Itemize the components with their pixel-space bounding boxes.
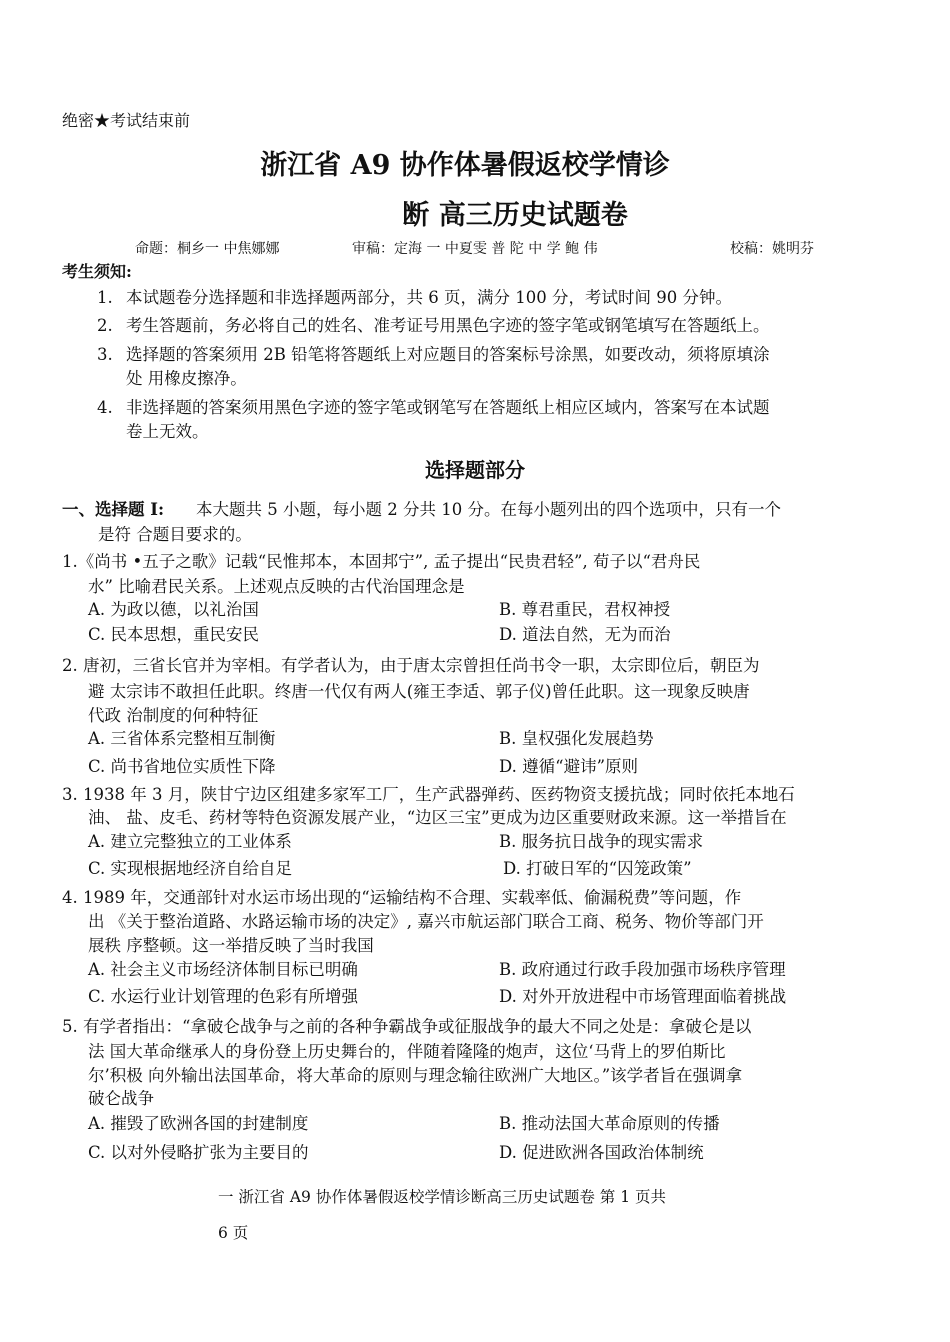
option-d[interactable]: D. 促进欧洲各国政治体制统 bbox=[499, 1143, 704, 1162]
option-c[interactable]: C. 实现根据地经济自给自足 bbox=[88, 859, 293, 878]
part-description-cont: 是符 合题目要求的。 bbox=[98, 525, 252, 544]
question-stem: 法 国大革命继承人的身份登上历史舞台的，伴随着隆隆的炮声，这位‘马背上的罗伯斯比 bbox=[88, 1042, 726, 1061]
notice-item-text: 考生答题前，务必将自己的姓名、准考证号用黑色字迹的签字笔或钢笔填写在答题纸上。 bbox=[126, 316, 770, 335]
option-d[interactable]: D. 对外开放进程中市场管理面临着挑战 bbox=[499, 987, 787, 1006]
option-c[interactable]: C. 水运行业计划管理的色彩有所增强 bbox=[88, 987, 359, 1006]
notice-item-text: 非选择题的答案须用黑色字迹的签字笔或钢笔写在答题纸上相应区域内，答案写在本试题 bbox=[126, 398, 770, 417]
option-a[interactable]: A. 三省体系完整相互制衡 bbox=[88, 729, 276, 748]
page-title-line2: 断 高三历史试题卷 bbox=[402, 200, 628, 231]
notice-item-text: 处 用橡皮擦净。 bbox=[126, 369, 247, 388]
notice-item-number: 2. bbox=[97, 316, 113, 335]
option-a[interactable]: A. 社会主义市场经济体制目标已明确 bbox=[88, 960, 358, 979]
option-a[interactable]: A. 摧毁了欧洲各国的封建制度 bbox=[88, 1114, 309, 1133]
question-stem: 油、 盐、皮毛、药材等特色资源发展产业，“边区三宝”更成为边区重要财政来源。这一举措旨在 bbox=[88, 808, 787, 827]
question-stem: 2. 唐初，三省长官并为宰相。有学者认为，由于唐太宗曾担任尚书令一职，太宗即位后，朝臣为 bbox=[62, 656, 760, 675]
question-stem: 水” 比喻君民关系。上述观点反映的古代治国理念是 bbox=[88, 577, 465, 596]
option-b[interactable]: B. 政府通过行政手段加强市场秩序管理 bbox=[499, 960, 786, 979]
question-stem: 避 太宗讳不敢担任此职。终唐一代仅有两人(雍王李适、郭子仪)曾任此职。这一现象反映唐 bbox=[88, 682, 750, 701]
question-stem: 5. 有学者指出：“拿破仑战争与之前的各种争霸战争或征服战争的最大不同之处是：拿破仑是以 bbox=[62, 1017, 752, 1036]
option-b[interactable]: B. 尊君重民，君权神授 bbox=[499, 600, 671, 619]
option-b[interactable]: B. 皇权强化发展趋势 bbox=[499, 729, 654, 748]
authors-reviewer: 审稿：定海 一 中夏雯 普 陀 中 学 鲍 伟 bbox=[352, 241, 598, 257]
question-stem: 尔’积极 向外输出法国革命，将大革命的原则与理念输往欧洲广大地区。”该学者旨在强调拿 bbox=[88, 1066, 743, 1085]
option-b[interactable]: B. 服务抗日战争的现实需求 bbox=[499, 832, 704, 851]
option-b[interactable]: B. 推动法国大革命原则的传播 bbox=[499, 1114, 720, 1133]
notice-item-number: 1. bbox=[97, 288, 113, 307]
option-c[interactable]: C. 以对外侵略扩张为主要目的 bbox=[88, 1143, 309, 1162]
page-footer-cont: 6 页 bbox=[218, 1224, 249, 1242]
option-a[interactable]: A. 建立完整独立的工业体系 bbox=[88, 832, 292, 851]
option-c[interactable]: C. 尚书省地位实质性下降 bbox=[88, 757, 276, 776]
notice-heading: 考生须知: bbox=[62, 262, 132, 281]
section-title: 选择题部分 bbox=[425, 458, 525, 482]
part-description: 本大题共 5 小题，每小题 2 分共 10 分。在每小题列出的四个选项中，只有一个 bbox=[196, 500, 781, 519]
page-footer: 一 浙江省 A9 协作体暑假返校学情诊断高三历史试题卷 第 1 页共 bbox=[218, 1188, 666, 1206]
question-stem: 4. 1989 年，交通部针对水运市场出现的“运输结构不合理、实载率低、偷漏税费”等问题，作 bbox=[62, 888, 742, 907]
notice-item-number: 3. bbox=[97, 345, 113, 364]
page-title-line1: 浙江省 A9 协作体暑假返校学情诊 bbox=[260, 150, 670, 181]
question-stem: 3. 1938 年 3 月，陕甘宁边区组建多家军工厂，生产武器弹药、医药物资支援抗战；同时依托本地石 bbox=[62, 785, 795, 804]
option-a[interactable]: A. 为政以德，以礼治国 bbox=[88, 600, 259, 619]
authors-proofreader: 校稿：姚明芬 bbox=[730, 241, 814, 257]
question-stem: 1.《尚书 •五子之歌》记载“民惟邦本，本固邦宁”, 孟子提出“民贵君轻”, 荀子以“君舟民 bbox=[62, 552, 701, 571]
question-stem: 出 《关于整治道路、水路运输市场的决定》, 嘉兴市航运部门联合工商、税务、物价等部门开 bbox=[88, 912, 764, 931]
confidential-mark: 绝密★考试结束前 bbox=[62, 111, 191, 130]
question-stem: 破仑战争 bbox=[88, 1089, 154, 1108]
option-c[interactable]: C. 民本思想，重民安民 bbox=[88, 625, 260, 644]
notice-item-text: 选择题的答案须用 2B 铅笔将答题纸上对应题目的答案标号涂黑，如要改动，须将原填涂 bbox=[126, 345, 770, 364]
authors-proposer: 命题：桐乡一 中焦娜娜 bbox=[135, 241, 280, 257]
part-label: 一、选择题 I: bbox=[62, 500, 165, 519]
notice-item-text: 本试题卷分选择题和非选择题两部分，共 6 页，满分 100 分，考试时间 90 分钟。 bbox=[126, 288, 732, 307]
notice-item-number: 4. bbox=[97, 398, 113, 417]
option-d[interactable]: D. 打破日军的“囚笼政策” bbox=[503, 859, 692, 878]
option-d[interactable]: D. 道法自然，无为而治 bbox=[499, 625, 671, 644]
notice-item-text: 卷上无效。 bbox=[126, 422, 209, 441]
question-stem: 代政 治制度的何种特征 bbox=[88, 706, 259, 725]
question-stem: 展秩 序整顿。这一举措反映了当时我国 bbox=[88, 936, 374, 955]
option-d[interactable]: D. 遵循“避讳”原则 bbox=[499, 757, 639, 776]
